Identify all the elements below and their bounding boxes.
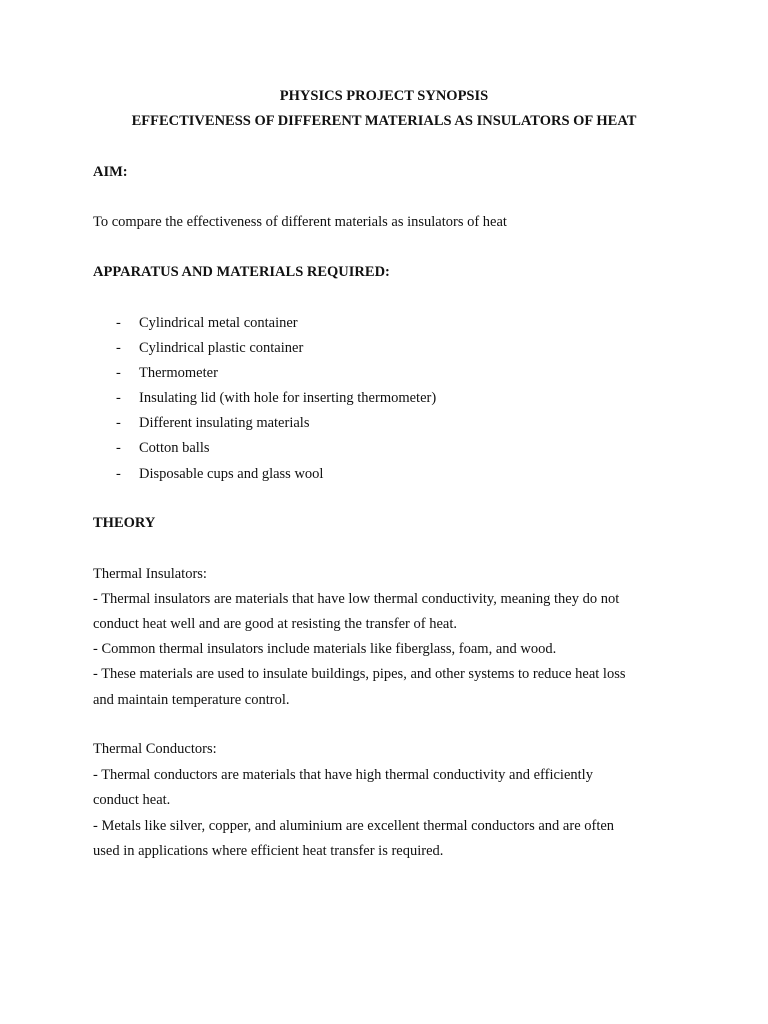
list-item-text: Disposable cups and glass wool: [139, 466, 324, 482]
aim-heading: AIM:: [93, 164, 128, 180]
document-title: PHYSICS PROJECT SYNOPSIS: [279, 88, 489, 104]
conductors-line: conduct heat.: [93, 792, 171, 808]
insulators-line: - These materials are used to insulate buildings, pipes, and other systems to reduce heat loss: [93, 666, 626, 682]
bullet-dash: -: [116, 415, 121, 431]
list-item-text: Cotton balls: [139, 440, 210, 456]
aim-text: To compare the effectiveness of different materials as insulators of heat: [93, 214, 507, 230]
list-item-text: Insulating lid (with hole for inserting thermometer): [139, 390, 437, 406]
bullet-dash: -: [116, 390, 121, 406]
conductors-line: - Thermal conductors are materials that have high thermal conductivity and efficiently: [93, 767, 593, 783]
bullet-dash: -: [116, 440, 121, 456]
insulators-line: and maintain temperature control.: [93, 692, 290, 708]
list-item-text: Cylindrical metal container: [139, 315, 298, 331]
insulators-line: conduct heat well and are good at resisting the transfer of heat.: [93, 616, 457, 632]
document-subtitle: EFFECTIVENESS OF DIFFERENT MATERIALS AS INSULATORS OF HEAT: [131, 113, 637, 129]
conductors-line: used in applications where efficient heat transfer is required.: [93, 843, 444, 859]
bullet-dash: -: [116, 365, 121, 381]
insulators-heading: Thermal Insulators:: [93, 566, 207, 582]
list-item-text: Cylindrical plastic container: [139, 340, 304, 356]
list-item-text: Thermometer: [139, 365, 218, 381]
list-item-text: Different insulating materials: [139, 415, 310, 431]
bullet-dash: -: [116, 466, 121, 482]
conductors-line: - Metals like silver, copper, and aluminium are excellent thermal conductors and are often: [93, 818, 615, 834]
apparatus-heading: APPARATUS AND MATERIALS REQUIRED:: [93, 264, 390, 280]
insulators-line: - Thermal insulators are materials that have low thermal conductivity, meaning they do not: [93, 591, 620, 607]
theory-heading: THEORY: [93, 515, 156, 531]
bullet-dash: -: [116, 315, 121, 331]
bullet-dash: -: [116, 340, 121, 356]
insulators-line: - Common thermal insulators include materials like fiberglass, foam, and wood.: [93, 641, 557, 657]
conductors-heading: Thermal Conductors:: [93, 741, 217, 757]
